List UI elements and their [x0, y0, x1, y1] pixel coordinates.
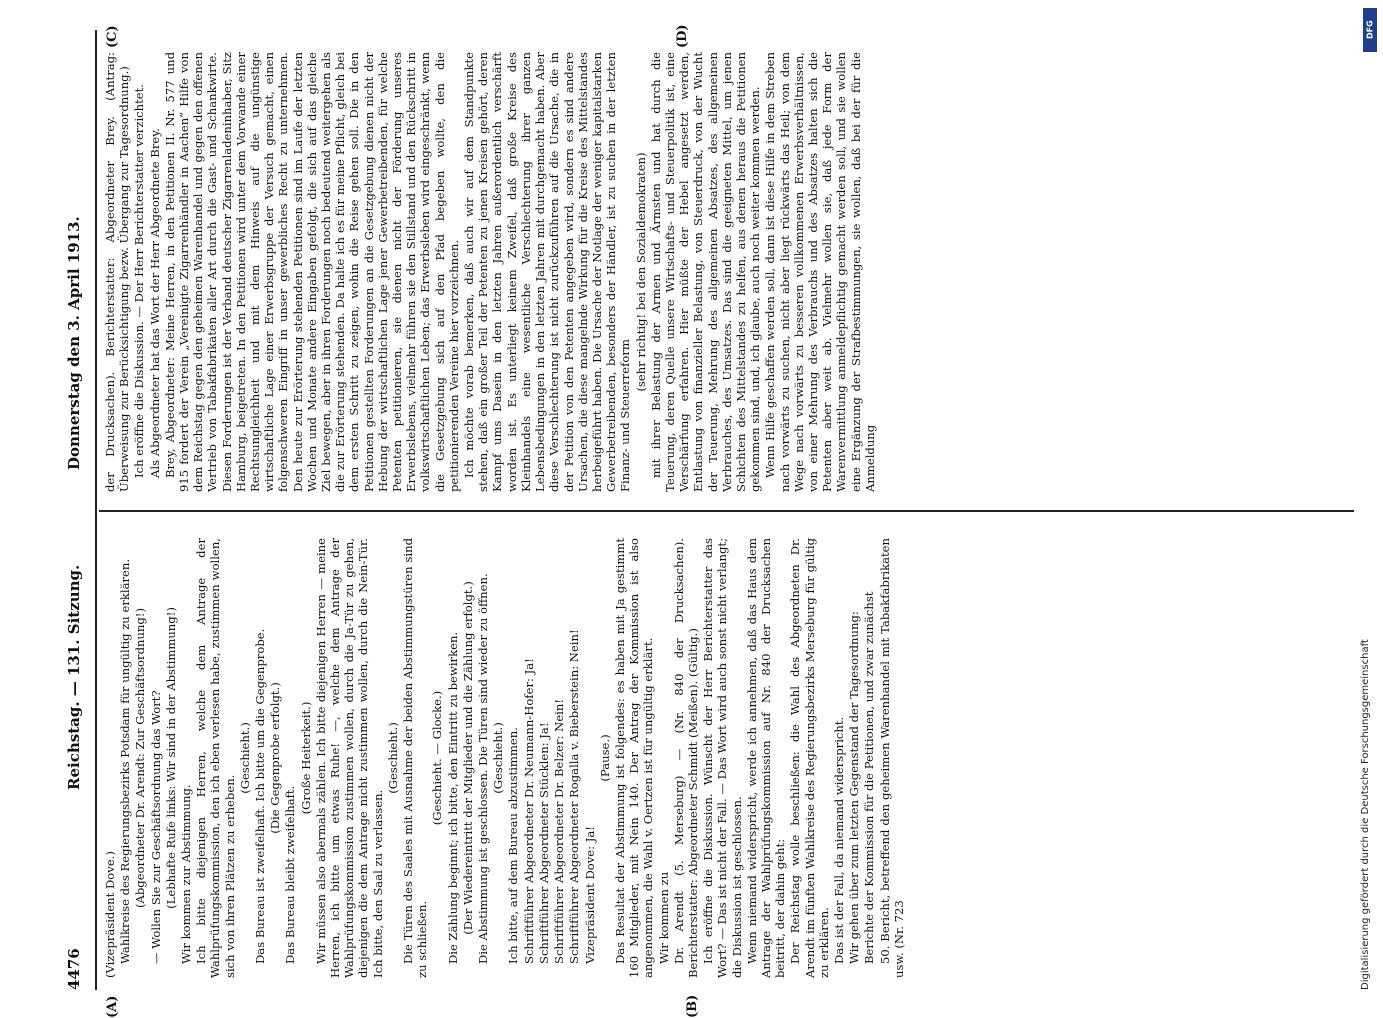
paragraph: Die Türen des Saales mit Ausnahme der beiden Abstimmungstüren sind zu schließen.: [401, 538, 430, 978]
paragraph: Wir gehen über zum letzten Gegenstand der Tagesordnung:: [847, 611, 862, 964]
paragraph: — Wollen Sie zur Geschäftsordnung das Wort?: [148, 690, 163, 964]
paragraph: (Große Heiterkeit.): [298, 701, 313, 815]
paragraph: Dr. Arendt (5. Merseburg) — (Nr. 840 der Drucksachen). Berichterstatter: Abgeordneter Schmidt (Meißen). (Gültig.): [671, 538, 700, 978]
margin-marker-c: (C): [105, 25, 120, 48]
paragraph: Als Abgeordneter hat das Wort der Herr Abgeordnete Brey.: [147, 128, 162, 478]
paragraph: Ich eröffne die Diskussion. Wünscht der Herr Berichterstatter das Wort? — Das ist nicht der Fall. — Das Wort wird auch sonst nicht verlangt; die Diskussion ist geschlossen.: [701, 538, 744, 978]
paragraph: Das Bureau bleibt zweifelhaft.: [283, 785, 298, 964]
page-header: [59, 30, 99, 990]
paragraph: (Abgeordneter Dr. Arendt: Zur Geschäftsordnung!): [133, 608, 148, 909]
digitization-note: Digitalisierung gefördert durch die Deutsche Forschungsgemeinschaft: [1360, 639, 1371, 990]
paragraph: der Drucksachen). Berichterstatter: Abgeordneter Brey. (Antrag: Überweisung zur Berücksichtigung bezw. Übergang zur Tagesordnung.): [103, 52, 132, 492]
margin-marker-b: (B): [685, 994, 700, 1018]
paragraph: Wir müssen also abermals zählen. Ich bitte diejenigen Herren — meine Herren, ich bitte um etwas Ruhe! —, welche dem Antrage der Wahlprüfungskommission zustimmen wollen, durch die Ja-Tür zu gehen, diejenigen die dem Antrage nicht zustimmen wollen, durch die Nein-Tür. Ich bitte, den Saal zu verlassen.: [313, 538, 385, 978]
paragraph: Wenn niemand widerspricht, werde ich annehmen, daß das Haus dem Antrage der Wahlprüfungskommission auf Nr. 840 der Drucksachen beitritt, der dahin geht:: [744, 538, 788, 978]
paragraph: Wir kommen zu: [656, 871, 671, 964]
paragraph: (Geschieht. — Glocke.): [430, 690, 445, 826]
paragraph: (Der Wiedereintritt der Mitglieder und die Zählung erfolgt.): [460, 581, 475, 935]
paragraph: 50. Bericht, betreffend den geheimen Warenhandel mit Tabakfabrikaten usw. (Nr. 723: [877, 538, 906, 978]
paragraph: Schriftführer Abgeordneter Dr. Neumann-Hofer: Ja!: [521, 658, 536, 964]
paragraph: Berichte der Kommission für die Petitionen, und zwar zunächst: [862, 591, 877, 964]
page-number: 4476: [65, 948, 83, 990]
paragraph: (sehr richtig! bei den Sozialdemokraten): [633, 152, 648, 392]
paragraph: Ich eröffne die Diskussion. — Der Herr Berichterstatter verzichtet.: [132, 84, 147, 478]
margin-marker-d: (D): [675, 24, 690, 48]
rotated-page: [55, 24, 1365, 1018]
session-title: Reichstag. — 131. Sitzung.: [65, 564, 83, 790]
paragraph: Vizepräsident Dove: Ja!: [582, 826, 597, 964]
paragraph: (Geschieht.): [385, 722, 400, 794]
left-text-column: [103, 538, 1353, 978]
paragraph: Wahlkreise des Regierungsbezirks Potsdam für ungültig zu erklären.: [118, 558, 133, 964]
paragraph: (Pause.): [597, 734, 612, 782]
paragraph: Wir kommen zur Abstimmung.: [179, 784, 194, 964]
header-rule: [95, 30, 97, 990]
paragraph: Die Zählung beginnt; ich bitte, den Eintritt zu bewirken.: [445, 631, 460, 964]
paragraph: (Geschieht.): [491, 722, 506, 794]
paragraph: Das Bureau ist zweifelhaft. Ich bitte um die Gegenprobe.: [253, 628, 268, 964]
paragraph: (Vizepräsident Dove.): [103, 851, 117, 978]
paragraph: Das Resultat der Abstimmung ist folgendes: es haben mit Ja gestimmt 160 Mitglieder, mit Nein 140. Der Antrag der Kommission ist also angenommen, die Wahl v. Oertzen ist für ungültig erklärt.: [612, 538, 656, 978]
paragraph: (Die Gegenprobe erfolgt.): [268, 682, 283, 834]
dfg-logo: DFG: [1363, 8, 1377, 52]
paragraph: Schriftführer Abgeordneter Rogalla v. Bieberstein: Nein!: [567, 629, 582, 964]
paragraph: Ich bitte diejenigen Herren, welche dem Antrage der Wahlprüfungskommission, den ich eben verlesen habe, zustimmen wollen, sich von ihren Plätzen zu erheben.: [194, 538, 237, 978]
paragraph: Der Reichstag wolle beschließen: die Wahl des Abgeordneten Dr. Arendt im fünften Wahlkreise des Regierungsbezirks Merseburg für gültig zu erklären.: [788, 538, 831, 978]
paragraph: Brey, Abgeordneter: Meine Herren, in den Petitionen II. Nr. 577 und 915 fordert der Verein „Vereinigte Zigarrenhändler in Aachen“ Hilfe von dem Reichstag gegen den geheimen Warenhandel und gegen den offenen Vertrieb von Tabakfabrikaten aller Art durch die Gast- und Schankwirte. Diesen Forderungen ist der Verband deutscher Zigarrenladeninhaber, Sitz Hamburg, beigetreten. In den Petitionen wird unter dem Vorwande einer Rechtsungleichheit und mit dem Hinweis auf die ungünstige wirtschaftliche Lage einer Erwerbsgruppe der Versuch gemacht, einen folgenschweren Eingriff in unser gewerbliches Recht zu unternehmen. Den heute zur Erörterung stehenden Petitionen sind im Laufe der letzten Wochen und Monate andere Eingaben gefolgt, die sich auf das gleiche Ziel bewegen, aber in ihren Forderungen noch bedeutend weitergehen als die zur Erörterung stehenden. Da halte ich es für meine Pflicht, gleich bei dem ersten Schritt zu zeigen, wohin die Reise gehen soll. Die in den Petitionen gestellten Forderungen an die Gesetzgebung dienen nicht der Hebung der wirtschaftlichen Lage jener Gewerbetreibenden, für welche Petenten petitionieren, sie dienen nicht der Förderung unseres Erwerbslebens, vielmehr führen sie den Stillstand und den Rückschritt in volkswirtschaftlichen Leben; das Erwerbsleben wird eingeschränkt, wenn die Gesetzgebung sich auf den Pfad begeben wollte, den die petitionierenden Vereine hier vorzeichnen.: [162, 52, 461, 492]
paragraph: Ich bitte, auf dem Bureau abzustimmen.: [506, 727, 521, 964]
paragraph: Wenn Hilfe geschaffen werden soll, dann ist diese Hilfe in dem Streben nach vorwärts zu suchen, nicht aber liegt rückwärts das Heil; von dem Wege nach vorwärts zu besseren vollkommenen Erwerbsverhältnissen, von einer Mehrung des Verbrauchs und des Absatzes halten sich die Petenten aber weit ab. Vielmehr wollen sie, daß jede Form der Warenvermittlung anmeldepflichtig gemacht werden soll, und sie wollen eine Ergänzung der Strafbestimmungen, sie wollen, daß bei der für die Anmeldung: [763, 52, 877, 492]
paragraph: Schriftführer Abgeordneter Stücklen: Ja!: [536, 722, 551, 964]
paragraph: Schriftführer Abgeordneter Dr. Belzer: Nein!: [552, 698, 567, 964]
paragraph: Die Abstimmung ist geschlossen. Die Türen sind wieder zu öffnen.: [476, 573, 491, 964]
paragraph: (Lebhafte Rufe links: Wir sind in der Abstimmung!): [163, 607, 178, 909]
column-divider: [99, 510, 1354, 512]
right-text-column: [103, 52, 1353, 492]
margin-marker-a: (A): [105, 995, 120, 1018]
paragraph: mit ihrer Belastung der Armen und Ärmsten und hat durch die Teuerung, deren Quelle unsere Wirtschafts- und Steuerpolitik ist, eine Verschärfung erfahren. Hier müßte der Hebel angesetzt werden, Entlastung von finanzieller Belastung, von Steuerdruck, von der Wucht der Teuerung, Mehrung des allgemeinen Absatzes, des allgemeinen Verbrauches, des Umsatzes. Das sind die geeigneten Mittel, um jenen Schichten des Mittelstandes zu helfen, aus denen heraus die Petitionen gekommen sind, und, ich glaube, auch noch weiter kommen werden.: [648, 52, 763, 492]
session-date: Donnerstag den 3. April 1913.: [65, 216, 83, 470]
paragraph: Ich möchte vorab bemerken, daß auch wir auf dem Standpunkte stehen, daß ein großer Teil der Petenten zu jenen Kreisen gehört, deren Kampf ums Dasein in den letzten Jahren außerordentlich verschärft worden ist. Es unterliegt keinem Zweifel, daß große Kreise des Kleinhandels eine wesentliche Verschlechterung ihrer ganzen Lebensbedingungen in den letzten Jahren mit durchgemacht haben. Aber diese Verschlechterung ist nicht zurückzuführen auf die Ursache, die in der Petition von den Petenten angegeben wird, sondern es sind andere Ursachen, die diese mangelnde Wirkung für die Kreise des Mittelstandes herbeigeführt haben. Die Ursache der Notlage der weniger kapitalstarken Gewerbetreibenden, besonders der Händler, ist zu suchen in der letzten Finanz- und Steuerreform: [462, 52, 633, 492]
paragraph: Das ist der Fall, da niemand widerspricht.: [831, 716, 846, 964]
paragraph: (Geschieht.): [237, 722, 252, 794]
